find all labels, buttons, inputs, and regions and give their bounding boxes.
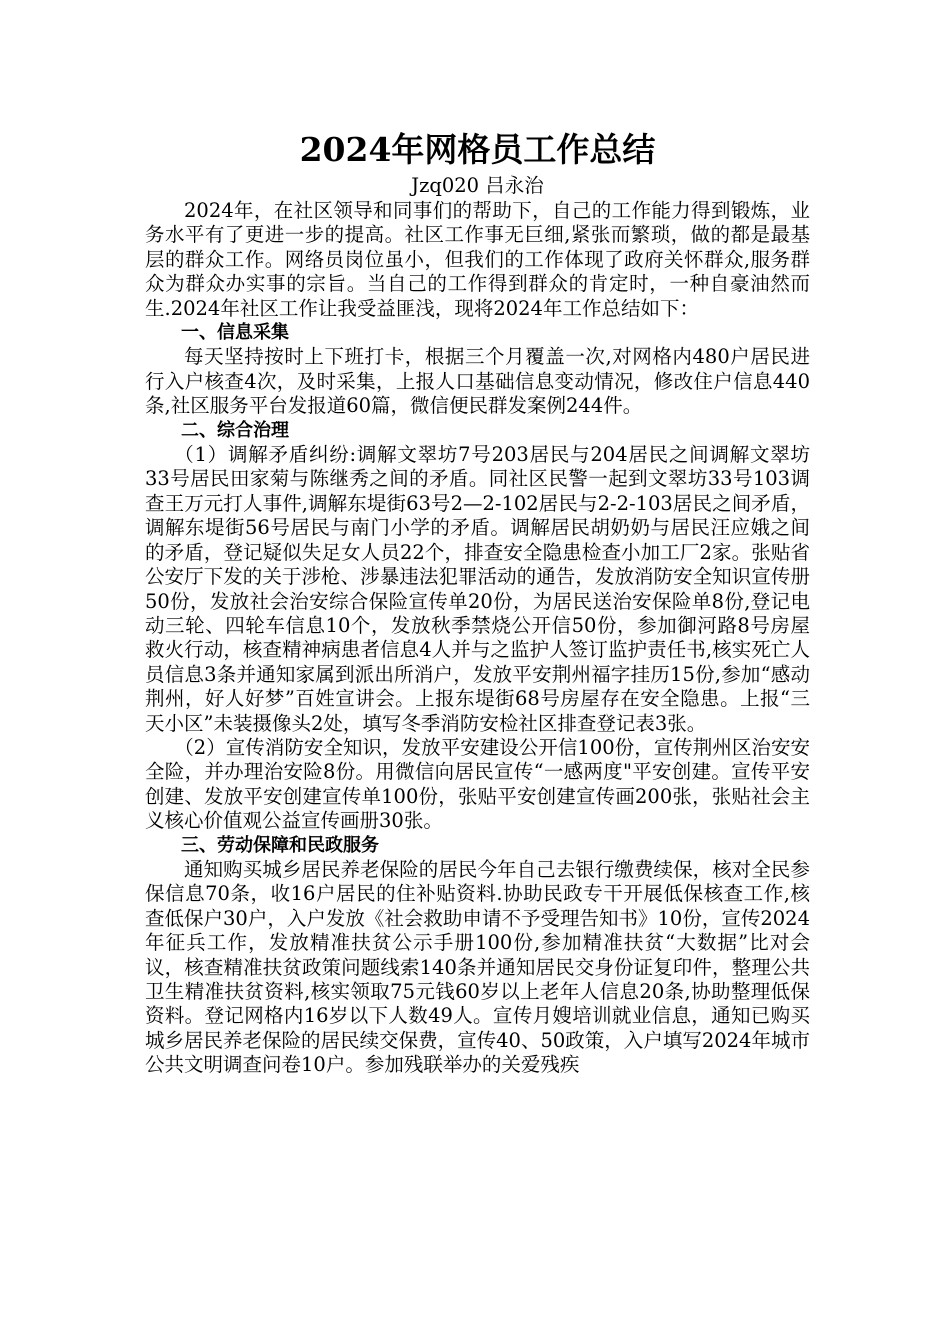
section-2-paragraph-2: （2）宣传消防安全知识，发放平安建设公开信100份，宣传荆州区治安安全险，并办理治安险8份。用微信向居民宣传“一感两度"平安创建。宣传平安创建、发放平安创建宣传单100份，张贴平安创建宣传画200张，张贴社会主义核心价值观公益宣传画册30张。 (145, 735, 810, 833)
section-heading-labor-civil-affairs: 三、劳动保障和民政服务 (181, 834, 379, 856)
document-title: 2024年网格员工作总结 (299, 130, 656, 169)
document-body (145, 199, 810, 1078)
section-1-paragraph-1: 每天坚持按时上下班打卡，根据三个月覆盖一次,对网格内480户居民进行入户核查4次，及时采集，上报人口基础信息变动情况，修改住户信息440条,社区服务平台发报道60篇，微信便民群发案例244件。 (145, 345, 810, 418)
section-2-paragraph-1: （1）调解矛盾纠纷:调解文翠坊7号203居民与204居民之间调解文翠坊33号居民田家菊与陈继秀之间的矛盾。同社区民警一起到文翠坊33号103调查王万元打人事件,调解东堤街63号2—2-102居民与2-2-103居民之间矛盾，调解东堤街56号居民与南门小学的矛盾。调解居民胡奶奶与居民汪应娥之间的矛盾，登记疑似失足女人员22个，排查安全隐患检查小加工厂2家。张贴省公安厅下发的关于涉枪、涉暴违法犯罪活动的通告，发放消防安全知识宣传册50份，发放社会治安综合保险宣传单20份，为居民送治安保险单8份,登记电动三轮、四轮车信息10个，发放秋季禁烧公开信50份，参加御河路8号房屋救火行动，核查精神病患者信息4人并与之监护人签订监护责任书,核实死亡人员信息3条并通知家属到派出所消户，发放平安荆州福字挂历15份,参加“感动荆州，好人好梦”百姓宣讲会。上报东堤街68号房屋存在安全隐患。上报“三天小区”未装摄像头2处，填写冬季消防安检社区排查登记表3张。 (145, 443, 810, 735)
section-3-paragraph-1: 通知购买城乡居民养老保险的居民今年自己去银行缴费续保，核对全民参保信息70条，收16户居民的住补贴资料.协助民政专干开展低保核查工作,核查低保户30户，入户发放《社会救助申请不予受理告知书》10份，宣传2024年征兵工作，发放精准扶贫公示手册100份,参加精准扶贫“大数据”比对会议，核查精准扶贫政策问题线索140条并通知居民交身份证复印件，整理公共卫生精准扶贫资料,核实领取75元钱60岁以上老年人信息20条,协助整理低保资料。登记网格内16岁以下人数49人。宣传月嫂培训就业信息，通知已购买城乡居民养老保险的居民续交保费，宣传40、50政策，入户填写2024年城市公共文明调查问卷10户。参加残联举办的关爱残疾 (145, 857, 810, 1077)
document-author: Jzq020 吕永治 (411, 174, 544, 197)
section-heading-info-collection: 一、信息采集 (181, 322, 289, 344)
intro-paragraph: 2024年，在社区领导和同事们的帮助下，自己的工作能力得到锻炼，业务水平有了更进一步的提高。社区工作事无巨细,紧张而繁琐，做的都是最基层的群众工作。网络员岗位虽小，但我们的工作体现了政府关怀群众,服务群众为群众办实事的宗旨。当自己的工作得到群众的肯定时，一种自豪油然而生.2024年社区工作让我受益匪浅，现将2024年工作总结如下： (145, 199, 810, 320)
section-heading-comprehensive-governance: 二、综合治理 (181, 419, 289, 441)
